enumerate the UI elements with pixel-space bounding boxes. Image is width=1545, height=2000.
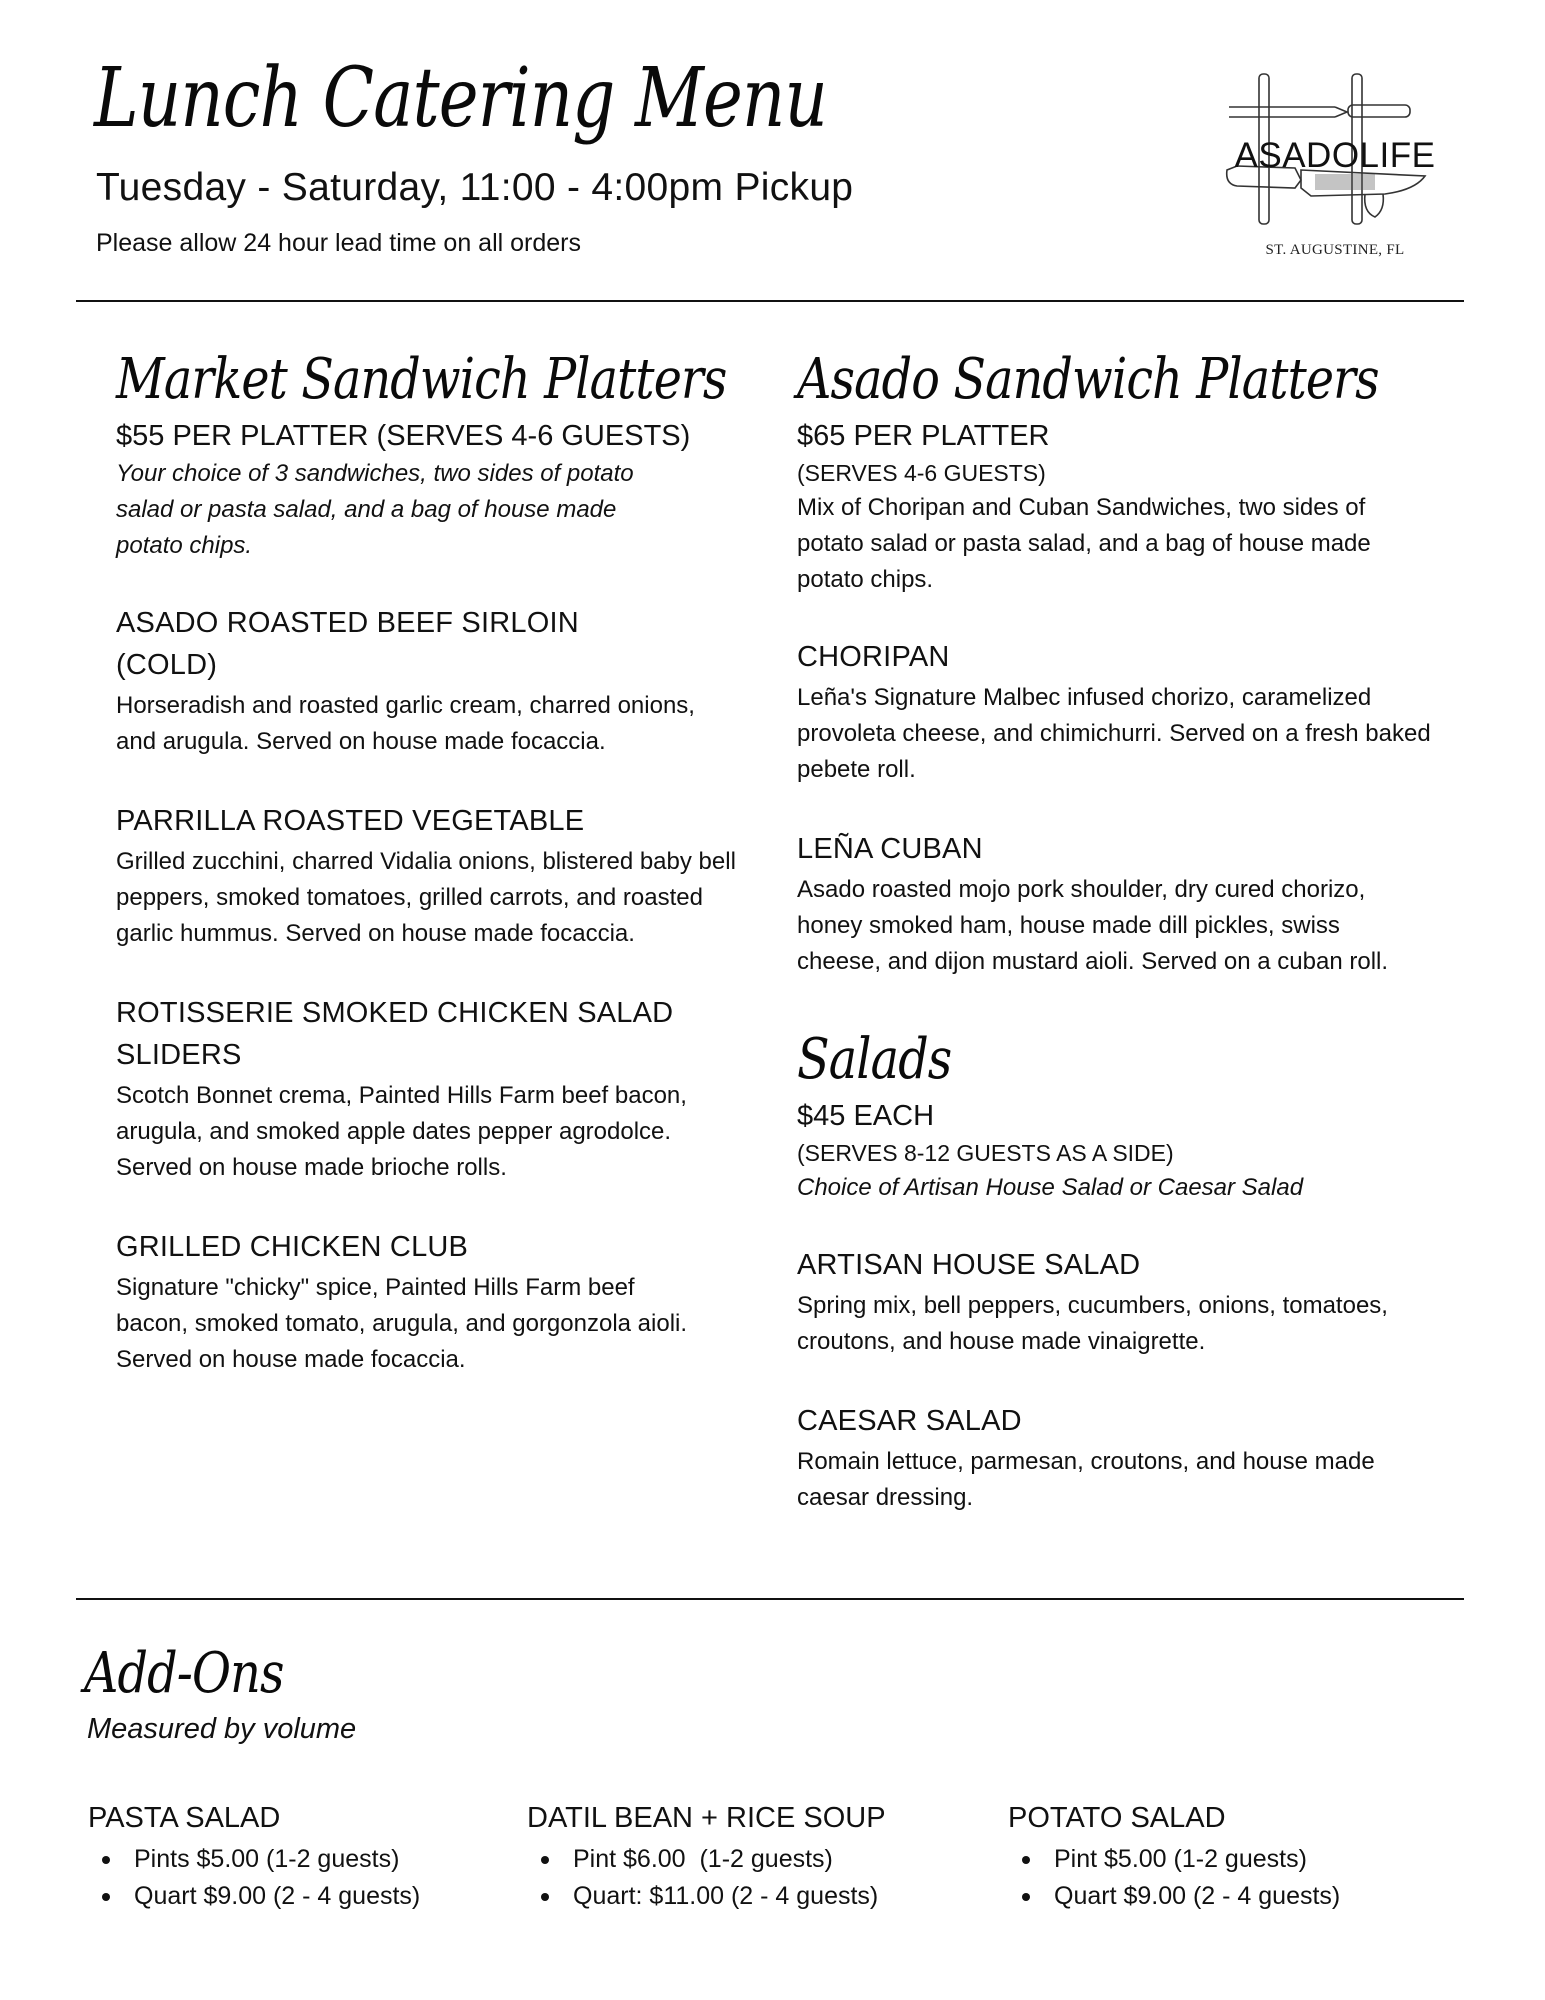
section-title: Market Sandwich Platters: [116, 347, 727, 412]
addon-option-text: Quart $9.00 (2 - 4 guests): [134, 1882, 421, 1910]
menu-item-name: PARRILLA ROASTED VEGETABLE: [116, 805, 585, 837]
asado-sandwich-platters-section: [797, 348, 1437, 1516]
addon-options: [1008, 1841, 1340, 1915]
menu-item-name: GRILLED CHICKEN CLUB: [116, 1231, 469, 1263]
addons-subtitle: Measured by volume: [87, 1713, 357, 1745]
pickup-hours: Tuesday - Saturday, 11:00 - 4:00pm Pickup: [96, 166, 854, 209]
addon-name: POTATO SALAD: [1008, 1802, 1226, 1834]
addon-option: [88, 1841, 420, 1878]
menu-item-name: ROTISSERIE SMOKED CHICKEN SALAD SLIDERS: [116, 997, 674, 1071]
section-description: Choice of Artisan House Salad or Caesar Salad: [797, 1174, 1304, 1201]
section-serves: (SERVES 8-12 GUESTS AS A SIDE): [797, 1140, 1174, 1166]
addon-option-text: Pint $6.00 (1-2 guests): [573, 1845, 833, 1873]
section-title: Asado Sandwich Platters: [797, 347, 1379, 412]
addon-option: [527, 1841, 886, 1878]
menu-item-name: CAESAR SALAD: [797, 1405, 1022, 1437]
addon-name: PASTA SALAD: [88, 1802, 281, 1834]
section-price: $65 PER PLATTER: [797, 420, 1050, 452]
menu-item-description: Asado roasted mojo pork shoulder, dry cured chorizo, honey smoked ham, house made dill pickles, swiss cheese, and dijon mustard aioli. Served on a cuban roll.: [797, 876, 1389, 975]
menu-item-description: Leña's Signature Malbec infused chorizo, caramelized provoleta cheese, and chimichurri. Served on a fresh baked pebete roll.: [797, 684, 1431, 783]
menu-item: [797, 828, 1437, 980]
menu-item: [116, 800, 756, 952]
addon-option-text: Quart $9.00 (2 - 4 guests): [1054, 1882, 1341, 1910]
menu-item-name: CHORIPAN: [797, 641, 950, 673]
addon-pasta-salad: [88, 1797, 420, 1915]
market-sandwich-platters-section: [116, 348, 756, 1378]
addon-name: DATIL BEAN + RICE SOUP: [527, 1802, 886, 1834]
section-description: Your choice of 3 sandwiches, two sides of potato salad or pasta salad, and a bag of house made potato chips.: [116, 460, 634, 559]
addon-option-text: Pints $5.00 (1-2 guests): [134, 1845, 400, 1873]
menu-item-description: Signature "chicky" spice, Painted Hills Farm beef bacon, smoked tomato, arugula, and gorgonzola aioli. Served on house made focaccia.: [116, 1274, 688, 1373]
section-price: $45 EACH: [797, 1100, 935, 1132]
addon-option-text: Pint $5.00 (1-2 guests): [1054, 1845, 1307, 1873]
addon-options: [88, 1841, 420, 1915]
addon-datil-bean-rice-soup: [527, 1797, 886, 1915]
menu-item-name: ASADO ROASTED BEEF SIRLOIN (COLD): [116, 607, 579, 681]
menu-item: [797, 1400, 1437, 1516]
menu-item: [797, 636, 1437, 788]
logo-wordmark: ASADOLIFE: [1234, 136, 1436, 175]
asadolife-logo: [1215, 72, 1455, 272]
bullet-icon: [102, 1893, 110, 1901]
menu-item: [116, 602, 756, 760]
addons-title: Add-Ons: [84, 1641, 284, 1706]
addon-potato-salad: [1008, 1797, 1340, 1915]
menu-item: [797, 1244, 1437, 1360]
lead-time-note: Please allow 24 hour lead time on all orders: [96, 229, 581, 257]
menu-item-name: LEÑA CUBAN: [797, 833, 983, 865]
page-title: Lunch Catering Menu: [94, 51, 827, 146]
header-divider: [76, 300, 1464, 302]
bullet-icon: [1022, 1856, 1030, 1864]
menu-item-description: Scotch Bonnet crema, Painted Hills Farm beef bacon, arugula, and smoked apple dates pepper agrodolce. Served on house made brioche rolls.: [116, 1082, 687, 1181]
addon-option: [1008, 1841, 1340, 1878]
addons-divider: [76, 1598, 1464, 1600]
section-title: Salads: [797, 1027, 952, 1092]
addon-option: [88, 1878, 420, 1915]
section-description: Mix of Choripan and Cuban Sandwiches, two sides of potato salad or pasta salad, and a bag of house made potato chips.: [797, 494, 1371, 593]
addon-options: [527, 1841, 886, 1915]
menu-item: [116, 992, 756, 1186]
bullet-icon: [541, 1856, 549, 1864]
menu-item-description: Grilled zucchini, charred Vidalia onions, blistered baby bell peppers, smoked tomatoes, grilled carrots, and roasted garlic hummus. Served on house made focaccia.: [116, 848, 736, 947]
bullet-icon: [1022, 1893, 1030, 1901]
logo-location: ST. AUGUSTINE, FL: [1265, 242, 1405, 258]
menu-item-description: Horseradish and roasted garlic cream, charred onions, and arugula. Served on house made focaccia.: [116, 692, 695, 755]
addon-option-text: Quart: $11.00 (2 - 4 guests): [573, 1882, 879, 1910]
bullet-icon: [102, 1856, 110, 1864]
menu-item-description: Spring mix, bell peppers, cucumbers, onions, tomatoes, croutons, and house made vinaigrette.: [797, 1292, 1388, 1355]
menu-item-name: ARTISAN HOUSE SALAD: [797, 1249, 1141, 1281]
section-price: $55 PER PLATTER (SERVES 4-6 GUESTS): [116, 420, 691, 452]
menu-item: [116, 1226, 756, 1378]
section-serves: (SERVES 4-6 GUESTS): [797, 460, 1046, 486]
addon-option: [1008, 1878, 1340, 1915]
salads-section: [797, 1028, 1437, 1516]
addon-option: [527, 1878, 886, 1915]
menu-item-description: Romain lettuce, parmesan, croutons, and house made caesar dressing.: [797, 1448, 1375, 1511]
bullet-icon: [541, 1893, 549, 1901]
